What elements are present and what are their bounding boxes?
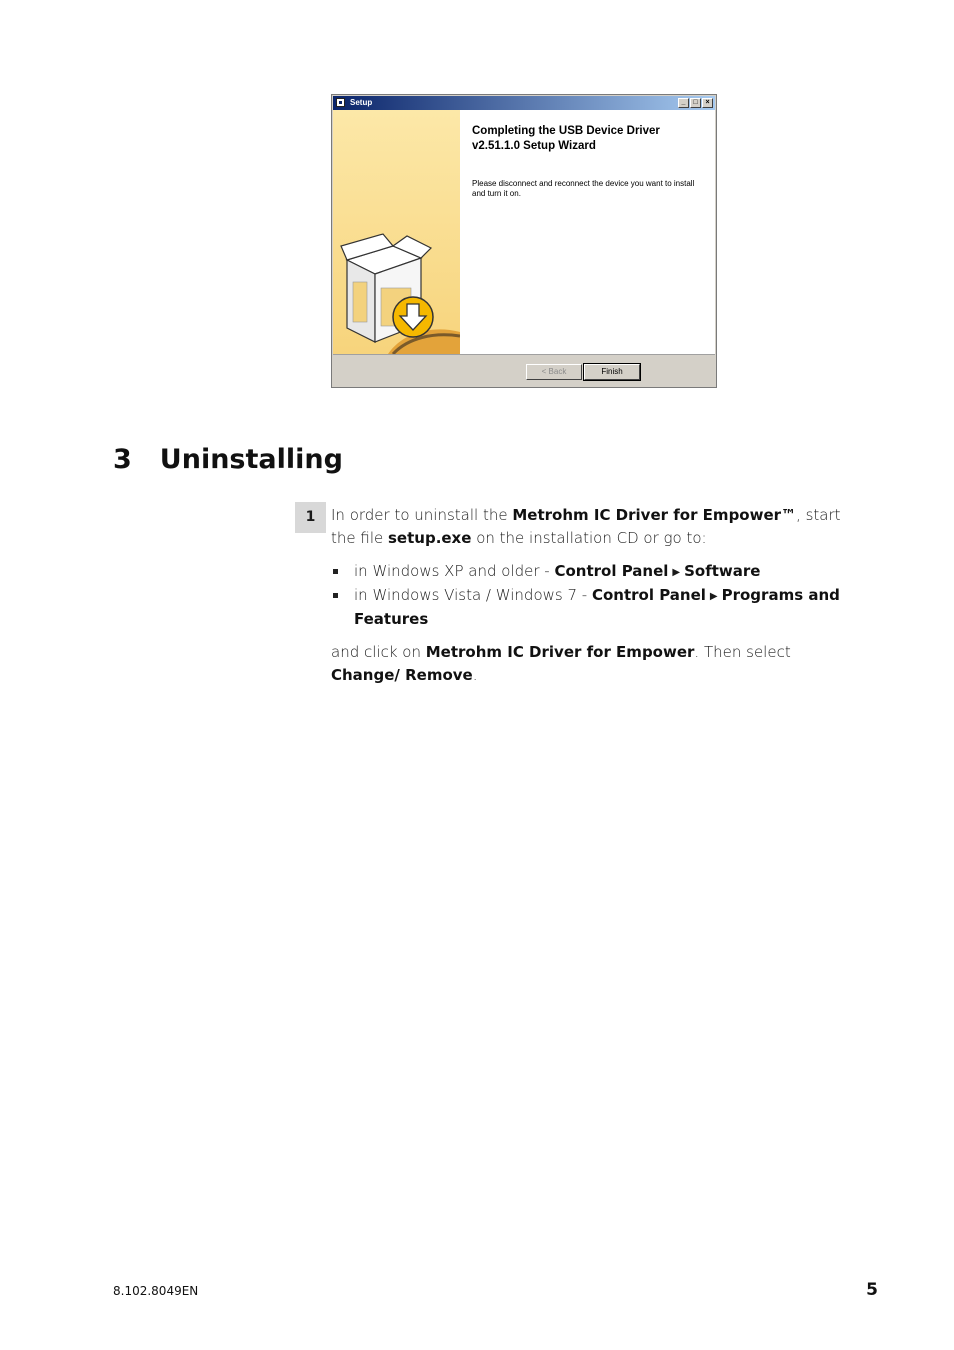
action-name: Change/ Remove [331, 666, 473, 684]
dialog-title: Setup [350, 98, 373, 107]
menu-arrow-icon: ▶ [672, 567, 681, 578]
page-number: 5 [866, 1280, 878, 1300]
text: on the installation CD or go to: [471, 529, 707, 547]
section-number: 3 [113, 444, 132, 475]
wizard-content [460, 110, 715, 354]
text: in Windows XP and older - [354, 562, 555, 580]
install-box-icon [333, 110, 460, 354]
wizard-side-banner [333, 110, 460, 354]
step-body [331, 504, 859, 687]
back-button[interactable]: < Back [526, 364, 582, 380]
text: . Then select [694, 643, 791, 661]
step-number: 1 [295, 502, 326, 533]
text: and click on [331, 643, 426, 661]
bullet-list [331, 560, 859, 631]
section-title: Uninstalling [159, 444, 343, 475]
text: . [472, 666, 478, 684]
dialog-titlebar [333, 96, 715, 110]
finish-button[interactable]: Finish [584, 364, 640, 380]
doc-number: 8.102.8049EN [113, 1284, 199, 1298]
wizard-heading: Completing the USB Device Driver v2.51.1.0 Setup Wizard [472, 125, 660, 152]
step-outro [331, 641, 859, 687]
section-heading [113, 444, 343, 475]
list-item [331, 584, 859, 631]
list-item [331, 560, 859, 584]
text: In order to uninstall the [331, 506, 513, 524]
step-intro [331, 504, 859, 550]
minimize-icon[interactable]: _ [678, 98, 689, 108]
wizard-message: Please disconnect and reconnect the device you want to install and turn it on. [472, 179, 695, 198]
menu-path: Control Panel [591, 586, 706, 604]
close-icon[interactable]: × [702, 98, 713, 108]
setup-dialog [331, 94, 717, 388]
text: in Windows Vista / Windows 7 - [354, 586, 592, 604]
product-name: Metrohm IC Driver for Empower [425, 643, 695, 661]
maximize-icon[interactable]: □ [690, 98, 701, 108]
file-name: setup.exe [388, 529, 472, 547]
setup-app-icon [336, 98, 345, 107]
product-name: Metrohm IC Driver for Empower™ [512, 506, 797, 524]
menu-path: Software [684, 562, 761, 580]
text: , start the file [331, 506, 841, 547]
menu-path: Control Panel [554, 562, 669, 580]
window-controls [678, 98, 713, 108]
menu-path: Programs and Features [354, 586, 840, 628]
wizard-button-bar [333, 354, 715, 386]
menu-arrow-icon: ▶ [709, 591, 718, 602]
